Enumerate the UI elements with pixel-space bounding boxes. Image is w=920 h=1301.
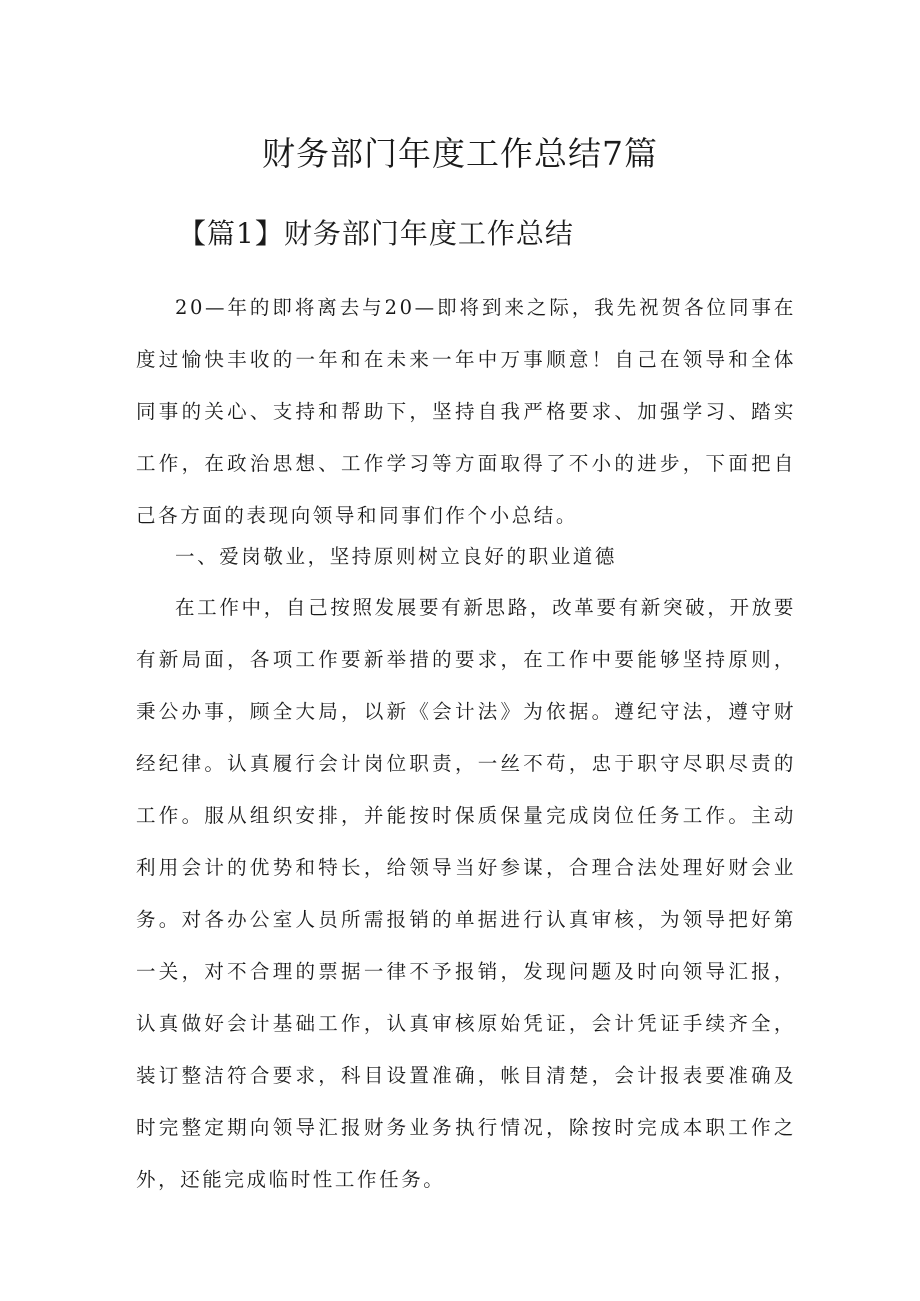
paragraph-work: 在工作中，自己按照发展要有新思路，改革要有新突破，开放要有新局面，各项工作要新举措的要求，在工作中要能够坚持原则，秉公办事，顾全大局，以新《会计法》为依据。遵纪守法，遵守财经纪律。认真履行会计岗位职责，一丝不苟，忠于职守尽职尽责的工作。服从组织安排，并能按时保质保量完成岗位任务工作。主动利用会计的优势和特长，给领导当好参谋，合理合法处理好财会业务。对各办公室人员所需报销的单据进行认真审核，为领导把好第一关，对不合理的票据一律不予报销，发现问题及时向领导汇报，认真做好会计基础工作，认真审核原始凭证，会计凭证手续齐全，装订整洁符合要求，科目设置准确，帐目清楚，会计报表要准确及时完整定期向领导汇报财务业务执行情况，除按时完成本职工作之外，还能完成临时性工作任务。	[136, 596, 796, 1191]
paragraph-subheading: 一、爱岗敬业，坚持原则树立良好的职业道德	[175, 545, 618, 568]
paragraph-intro: 20—年的即将离去与20—即将到来之际，我先祝贺各位同事在度过愉快丰收的一年和在未来一年中万事顺意！自己在领导和全体同事的关心、支持和帮助下，坚持自我严格要求、加强学习、踏实工作，在政治思想、工作学习等方面取得了不小的进步，下面把自己各方面的表现向领导和同事们作个小总结。	[136, 296, 796, 527]
document-title: 财务部门年度工作总结7篇	[262, 134, 658, 173]
section-heading: 【篇1】财务部门年度工作总结	[178, 217, 574, 250]
